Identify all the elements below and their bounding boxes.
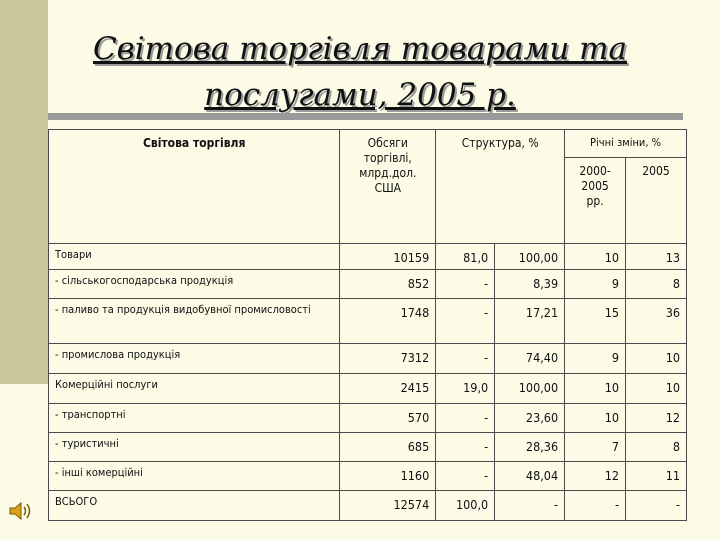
cell-change-2005: 11 xyxy=(626,462,687,491)
cell-structure-share: 100,0 xyxy=(436,491,495,521)
cell-structure-subshare: 23,60 xyxy=(495,404,565,433)
header-year-2005: 2005 xyxy=(626,158,687,244)
cell-structure-share: - xyxy=(436,462,495,491)
cell-structure-share: - xyxy=(436,270,495,299)
cell-structure-subshare: 74,40 xyxy=(495,344,565,374)
cell-volume: 12574 xyxy=(340,491,436,521)
cell-structure-share: - xyxy=(436,404,495,433)
cell-change-2000-2005: 15 xyxy=(565,299,626,344)
cell-volume: 852 xyxy=(340,270,436,299)
cell-change-2000-2005: 12 xyxy=(565,462,626,491)
cell-volume: 685 xyxy=(340,433,436,462)
row-label: Товари xyxy=(49,244,340,270)
cell-structure-subshare: 48,04 xyxy=(495,462,565,491)
row-label: Комерційні послуги xyxy=(49,374,340,404)
cell-change-2005: 12 xyxy=(626,404,687,433)
cell-change-2005: 13 xyxy=(626,244,687,270)
row-label: - промислова продукція xyxy=(49,344,340,374)
cell-change-2005: - xyxy=(626,491,687,521)
table-row xyxy=(49,433,687,462)
cell-change-2000-2005: 10 xyxy=(565,244,626,270)
cell-change-2000-2005: 9 xyxy=(565,270,626,299)
header-structure: Структура, % xyxy=(436,130,565,244)
header-volume: Обсяги торгівлі, млрд.дол. США xyxy=(340,130,436,244)
cell-change-2000-2005: 10 xyxy=(565,374,626,404)
cell-structure-subshare: 8,39 xyxy=(495,270,565,299)
left-accent-bar xyxy=(0,0,48,384)
cell-change-2005: 8 xyxy=(626,433,687,462)
row-label: - транспортні xyxy=(49,404,340,433)
cell-change-2005: 8 xyxy=(626,270,687,299)
cell-change-2000-2005: 9 xyxy=(565,344,626,374)
cell-structure-share: 19,0 xyxy=(436,374,495,404)
cell-volume: 570 xyxy=(340,404,436,433)
cell-change-2005: 36 xyxy=(626,299,687,344)
cell-change-2000-2005: 10 xyxy=(565,404,626,433)
cell-structure-subshare: 100,00 xyxy=(495,374,565,404)
table-row xyxy=(49,344,687,374)
header-world-trade: Світова торгівля xyxy=(49,130,340,244)
cell-structure-subshare: 28,36 xyxy=(495,433,565,462)
speaker-icon[interactable] xyxy=(8,500,34,522)
table-row xyxy=(49,462,687,491)
cell-volume: 2415 xyxy=(340,374,436,404)
cell-volume: 7312 xyxy=(340,344,436,374)
trade-table xyxy=(48,129,687,521)
cell-structure-share: - xyxy=(436,299,495,344)
cell-structure-share: - xyxy=(436,344,495,374)
row-label: - туристичні xyxy=(49,433,340,462)
row-label: - паливо та продукція видобувної промисловості xyxy=(49,299,340,344)
table-row xyxy=(49,299,687,344)
table-row xyxy=(49,374,687,404)
cell-change-2005: 10 xyxy=(626,344,687,374)
page-title: Світова торгівля товарами та послугами, 2005 р. xyxy=(92,31,628,113)
row-label: ВСЬОГО xyxy=(49,491,340,521)
cell-structure-subshare: 17,21 xyxy=(495,299,565,344)
table-row xyxy=(49,404,687,433)
cell-structure-share: 81,0 xyxy=(436,244,495,270)
cell-structure-share: - xyxy=(436,433,495,462)
cell-structure-subshare: 100,00 xyxy=(495,244,565,270)
cell-volume: 1748 xyxy=(340,299,436,344)
table-row xyxy=(49,244,687,270)
row-label: - інші комерційні xyxy=(49,462,340,491)
table-row xyxy=(49,491,687,521)
header-period-2000-2005: 2000-2005 рр. xyxy=(565,158,626,244)
row-label: - сільськогосподарська продукція xyxy=(49,270,340,299)
cell-volume: 1160 xyxy=(340,462,436,491)
cell-change-2005: 10 xyxy=(626,374,687,404)
table-row xyxy=(49,270,687,299)
cell-change-2000-2005: 7 xyxy=(565,433,626,462)
cell-change-2000-2005: - xyxy=(565,491,626,521)
cell-structure-subshare: - xyxy=(495,491,565,521)
cell-volume: 10159 xyxy=(340,244,436,270)
header-annual-changes: Річні зміни, % xyxy=(565,130,687,158)
